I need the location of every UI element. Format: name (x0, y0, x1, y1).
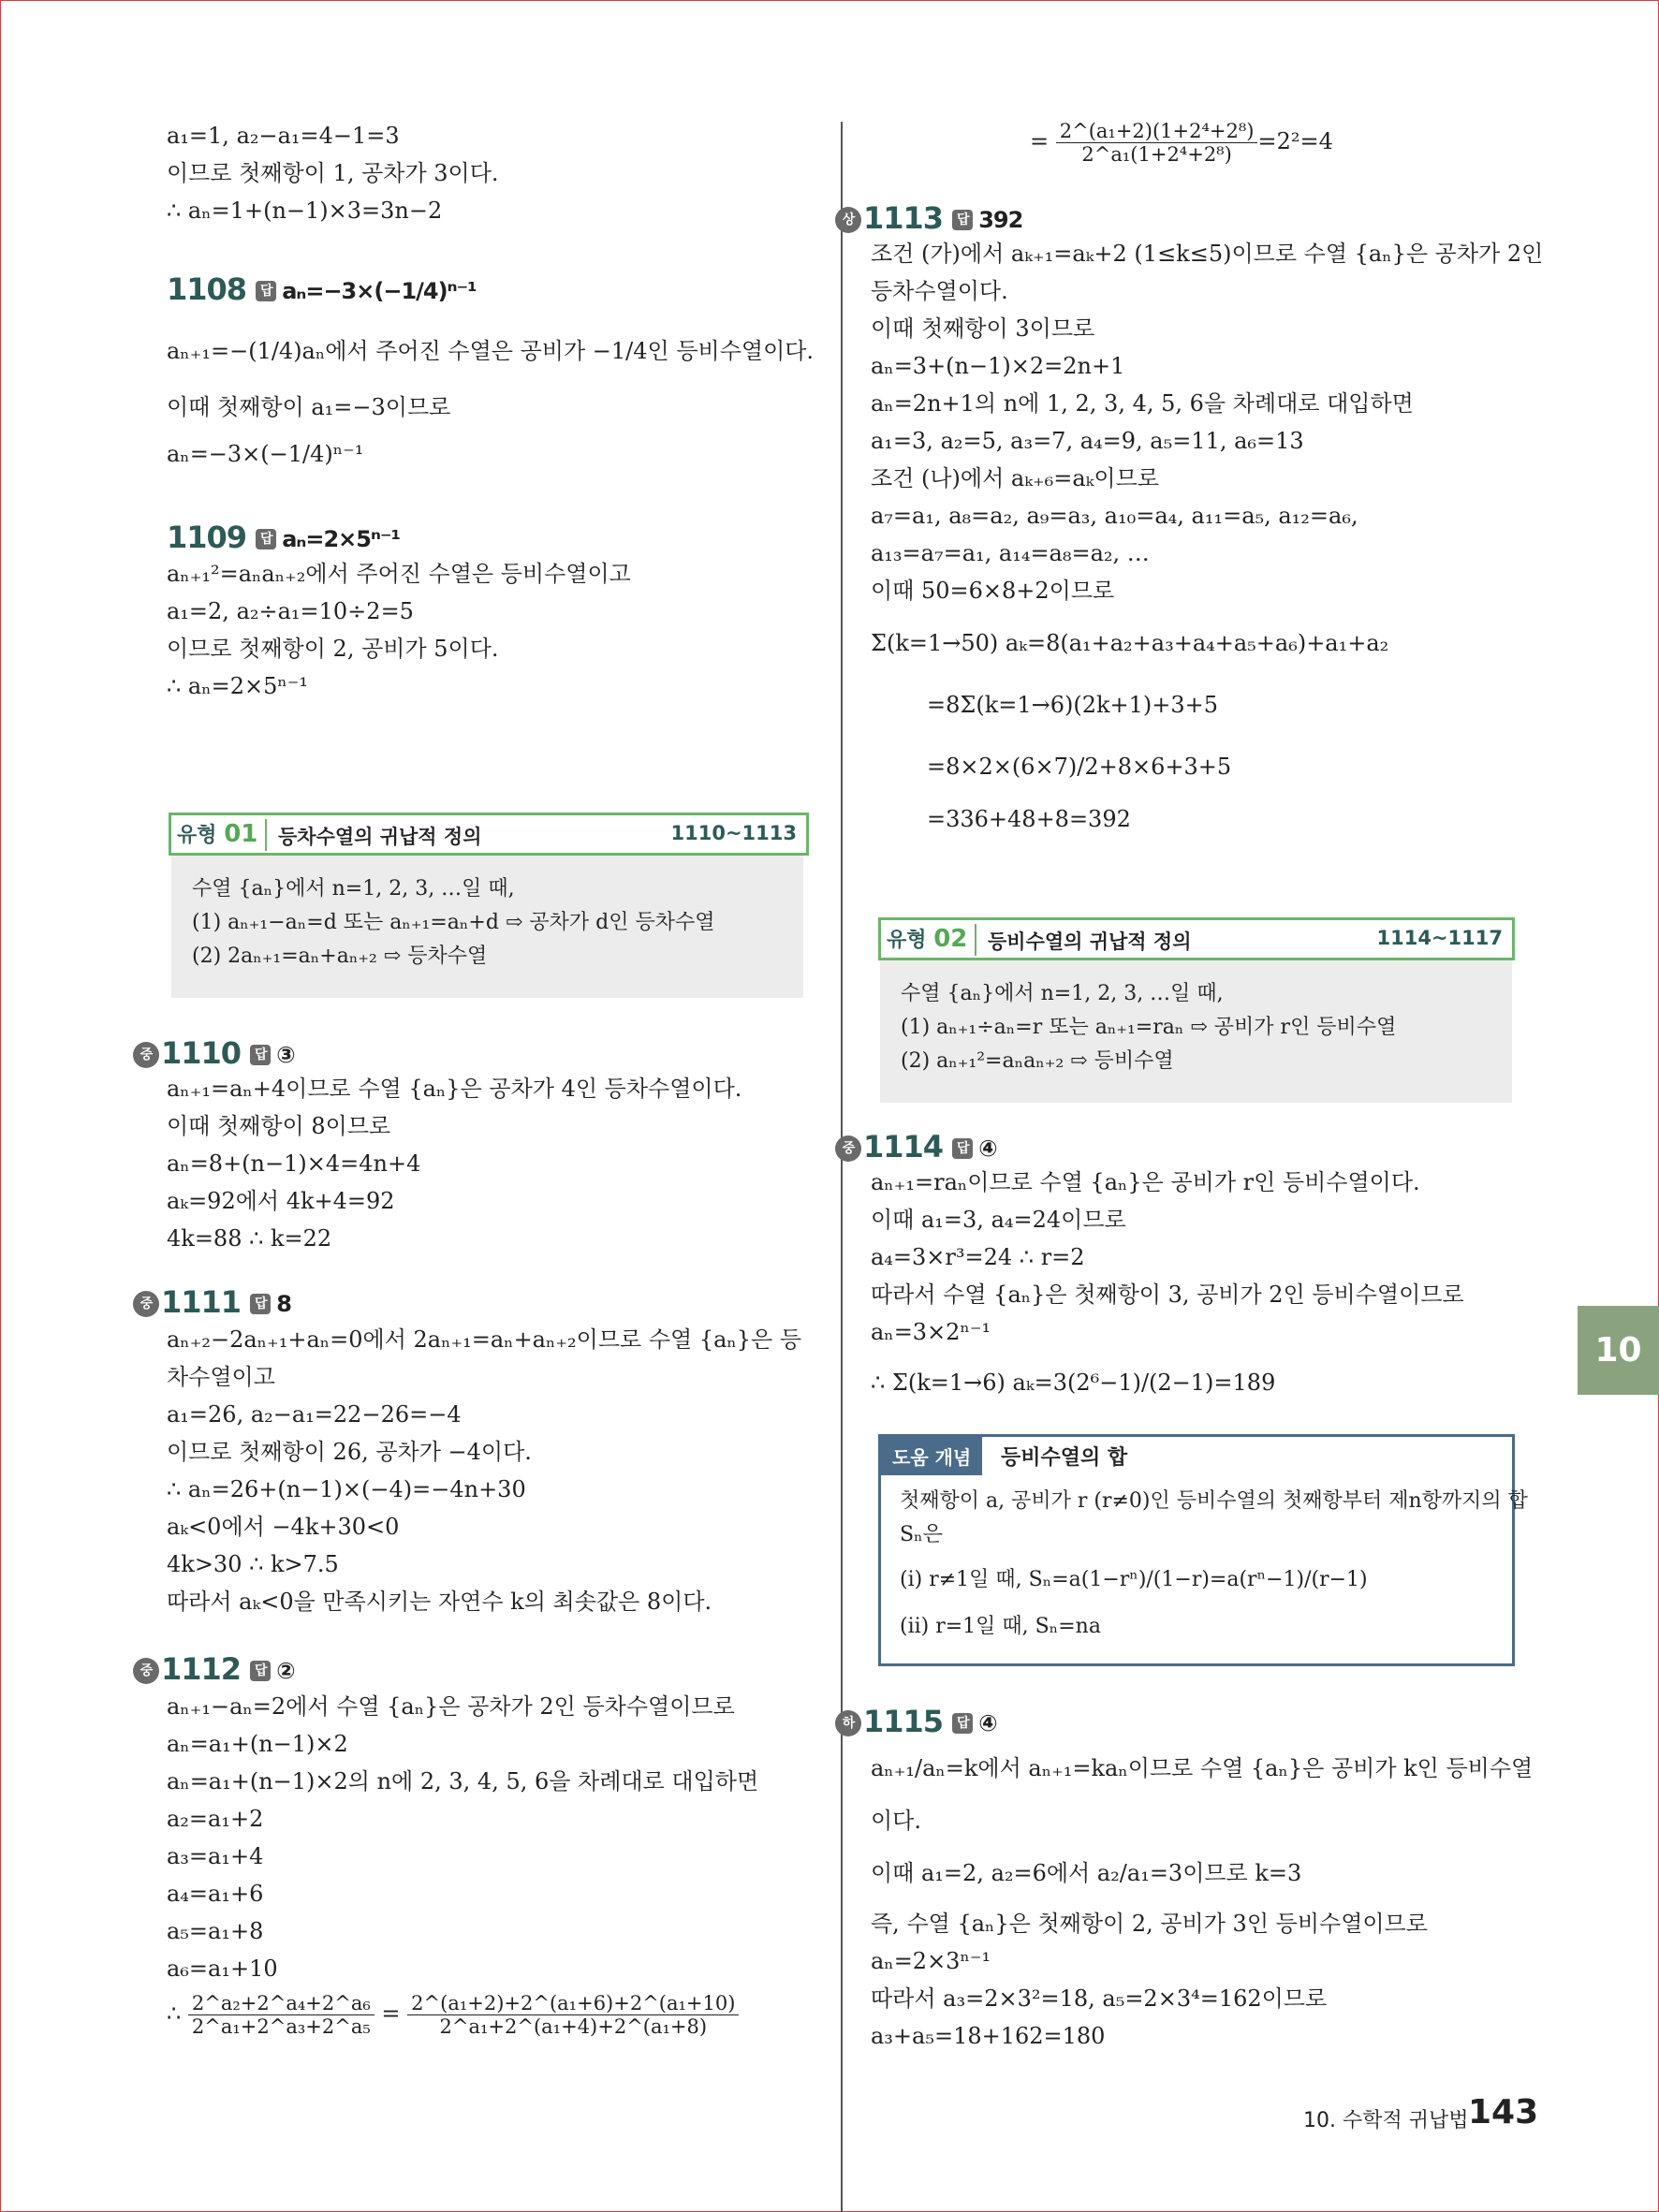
definition-line: (1) aₙ₊₁÷aₙ=r 또는 aₙ₊₁=raₙ ⇨ 공비가 r인 등비수열 (901, 1016, 1397, 1039)
text-line: a₃=a₁+4 (167, 1843, 264, 1869)
problem-number: 1113 (863, 200, 944, 236)
text-line: =336+48+8=392 (927, 806, 1131, 832)
type-title: 등차수열의 귀납적 정의 (278, 826, 482, 848)
text-line: ∴ aₙ=2×5ⁿ⁻¹ (167, 673, 309, 699)
text-line: aₙ=a₁+(n−1)×2의 n에 2, 3, 4, 5, 6을 차례대로 대입하면 (167, 1768, 759, 1795)
concept-tag: 도움 개념 (881, 1437, 982, 1475)
type-range: 1110~1113 (670, 822, 797, 844)
type-separator (265, 819, 267, 851)
level-badge-icon: 중 (133, 1658, 159, 1684)
definition-line: (2) 2aₙ₊₁=aₙ+aₙ₊₂ ⇨ 등차수열 (192, 945, 488, 968)
text-line: 이므로 첫째항이 1, 공차가 3이다. (167, 160, 499, 186)
text-line: a₄=a₁+6 (167, 1881, 264, 1907)
level-badge-icon: 중 (835, 1135, 861, 1162)
text-line: 이때 첫째항이 3이므로 (871, 315, 1095, 342)
footer-chapter-title: 10. 수학적 귀납법 (1303, 2109, 1469, 2132)
text-line: aₙ₊₁−aₙ=2에서 수열 {aₙ}은 공차가 2인 등차수열이므로 (167, 1693, 735, 1720)
problem-number: 1115 (863, 1704, 944, 1739)
text-line: 이때 50=6×8+2이므로 (871, 578, 1115, 604)
text-line: 따라서 수열 {aₙ}은 첫째항이 3, 공비가 2인 등비수열이므로 (871, 1282, 1464, 1308)
text-line: 등차수열이다. (871, 278, 1008, 304)
definition-line: (2) aₙ₊₁²=aₙaₙ₊₂ ⇨ 등비수열 (901, 1049, 1174, 1073)
text-line: aₙ=3×2ⁿ⁻¹ (871, 1319, 991, 1345)
level-badge-icon: 하 (835, 1710, 861, 1736)
text-line: ∴ aₙ=1+(n−1)×3=3n−2 (167, 198, 443, 224)
problem-number: 1112 (161, 1651, 242, 1687)
text-line: aₙ=2n+1의 n에 1, 2, 3, 4, 5, 6을 차례대로 대입하면 (871, 390, 1414, 417)
answer-badge-icon: 답 (250, 1045, 271, 1065)
definition-line: (1) aₙ₊₁−aₙ=d 또는 aₙ₊₁=aₙ+d ⇨ 공차가 d인 등차수열 (192, 911, 715, 934)
problem-number: 1108 (167, 271, 247, 307)
answer: aₙ=2×5ⁿ⁻¹ (282, 526, 401, 552)
text-line: 4k>30 ∴ k>7.5 (167, 1551, 339, 1577)
problem-1108-header (167, 271, 477, 307)
text-line: aₙ₊₁²=aₙaₙ₊₂에서 주어진 수열은 등비수열이고 (167, 561, 631, 587)
answer: 392 (978, 207, 1023, 233)
text-line: aₙ₊₁/aₙ=k에서 aₙ₊₁=kaₙ이므로 수열 {aₙ}은 공비가 k인 등비수열 (871, 1755, 1534, 1781)
definition-line: 수열 {aₙ}에서 n=1, 2, 3, …일 때, (901, 982, 1224, 1005)
text-line: 4k=88 ∴ k=22 (167, 1225, 332, 1252)
problem-1114-header (835, 1129, 997, 1165)
answer: aₙ=−3×(−1/4)ⁿ⁻¹ (282, 278, 477, 304)
problem-number: 1110 (161, 1035, 242, 1071)
column-divider (841, 122, 843, 2212)
problem-number: 1114 (863, 1129, 944, 1165)
text-line: a₁=1, a₂−a₁=4−1=3 (167, 123, 400, 149)
concept-title: 등비수열의 합 (1001, 1446, 1128, 1470)
problem-1109-header (167, 520, 400, 555)
text-line: a₇=a₁, a₈=a₂, a₉=a₃, a₁₀=a₄, a₁₁=a₅, a₁₂=a₆, (871, 503, 1358, 529)
problem-1112-header (133, 1651, 295, 1687)
text-line: 이때 a₁=2, a₂=6에서 a₂/a₁=3이므로 k=3 (871, 1860, 1302, 1886)
type-title: 등비수열의 귀납적 정의 (988, 930, 1192, 953)
type-range: 1114~1117 (1376, 927, 1503, 949)
text-line: aₙ=3+(n−1)×2=2n+1 (871, 353, 1125, 379)
type-separator (975, 924, 976, 956)
fraction: $\frac{\text{2\textasciicircum{}a₂+2\textasciicircum{}a₄+2\textasciicircum{}a₆}}{\text{2\textasciicircum{}a₁+2\textasciicircum{}a₃+2\textasciicircum{}a₅}}$ (188, 1992, 374, 2038)
text-line: =8Σ(k=1→6)(2k+1)+3+5 (927, 692, 1219, 718)
page-number: 143 (1468, 2093, 1539, 2131)
text-line: ∴ aₙ=26+(n−1)×(−4)=−4n+30 (167, 1476, 526, 1502)
text-line: 즉, 수열 {aₙ}은 첫째항이 2, 공비가 3인 등비수열이므로 (871, 1911, 1428, 1937)
text-line: 따라서 aₖ<0을 만족시키는 자연수 k의 최솟값은 8이다. (167, 1589, 712, 1615)
type-label: 유형 02 (887, 925, 968, 953)
text-line: 이다. (871, 1808, 921, 1834)
level-badge-icon: 중 (133, 1042, 159, 1068)
text-line: a₅=a₁+8 (167, 1918, 264, 1944)
text-line: =8×2×(6×7)/2+8×6+3+5 (927, 754, 1232, 780)
text-line: 이때 a₁=3, a₄=24이므로 (871, 1207, 1126, 1233)
answer: ④ (978, 1135, 997, 1162)
text-line: 이므로 첫째항이 26, 공차가 −4이다. (167, 1439, 532, 1465)
answer: ② (276, 1658, 295, 1684)
text-line: a₁=2, a₂÷a₁=10÷2=5 (167, 598, 414, 624)
problem-1110-header (133, 1035, 295, 1071)
text-line: 이때 첫째항이 8이므로 (167, 1113, 391, 1139)
problem-number: 1111 (161, 1284, 242, 1320)
text-line: aₙ₊₁=raₙ이므로 수열 {aₙ}은 공비가 r인 등비수열이다. (871, 1169, 1420, 1195)
type-label: 유형 01 (177, 820, 258, 848)
fraction: $\frac{\text{2\textasciicircum{}(a₁+2)+2\textasciicircum{}(a₁+6)+2\textasciicircum{}(a₁+10)}}{\text{2\textasciicircum{}a₁+2\textasciicircum{}(a₁+4)+2\textasciicircum{}(a₁+8)}}$ (407, 1992, 739, 2038)
text-line: 조건 (나)에서 aₖ₊₆=aₖ이므로 (871, 465, 1159, 491)
concept-line: (ii) r=1일 때, Sₙ=na (900, 1615, 1101, 1638)
problem-1113-header (835, 200, 1022, 236)
chapter-side-tab: 10 (1578, 1306, 1659, 1395)
text-line: a₆=a₁+10 (167, 1956, 278, 1982)
answer-badge-icon: 답 (256, 529, 276, 549)
text-line: aₙ₊₂−2aₙ₊₁+aₙ=0에서 2aₙ₊₁=aₙ+aₙ₊₂이므로 수열 {aₙ}은 등 (167, 1326, 802, 1353)
text-line: a₁=26, a₂−a₁=22−26=−4 (167, 1401, 462, 1428)
level-badge-icon: 중 (133, 1291, 159, 1317)
concept-line: (i) r≠1일 때, Sₙ=a(1−rⁿ)/(1−r)=a(rⁿ−1)/(r−1) (900, 1568, 1368, 1591)
text-line: 이때 첫째항이 a₁=−3이므로 (167, 394, 451, 420)
answer-badge-icon: 답 (250, 1661, 271, 1681)
text-line: aₙ=a₁+(n−1)×2 (167, 1731, 348, 1757)
text-line: aₙ=−3×(−1/4)ⁿ⁻¹ (167, 441, 364, 467)
answer-badge-icon: 답 (256, 281, 276, 301)
level-badge-icon: 상 (835, 207, 861, 233)
fraction: $\frac{\text{2\textasciicircum{}(a₁+2)(1+2⁴+2⁸)}}{\text{2\textasciicircum{}a₁(1+2⁴+2⁸)}}$ (1056, 120, 1258, 166)
text-line: a₄=3×r³=24 ∴ r=2 (871, 1244, 1085, 1270)
text-line: Σ(k=1→50) aₖ=8(a₁+a₂+a₃+a₄+a₅+a₆)+a₁+a₂ (871, 630, 1389, 656)
answer-badge-icon: 답 (952, 1138, 973, 1159)
text-line: a₁=3, a₂=5, a₃=7, a₄=9, a₅=11, a₆=13 (871, 428, 1304, 454)
text-line: a₃+a₅=18+162=180 (871, 2023, 1106, 2049)
fraction-equation: ∴ $\frac{\text{2\textasciicircum{}a₂+2\textasciicircum{}a₄+2\textasciicircum{}a₆}}{\text{2\textasciicircum{}a₁+2\textasciicircum{}a₃+2\textasciicircum{}a₅}}$ = $\frac{\text{2\textasciicircum{}(a₁+2)+2\textasciicircum{}(a₁+6)+2\textasciicircum{}(a₁+10)}}{\text{2\textasciicircum{}a₁+2\textasciicircum{}(a₁+4)+2\textasciicircum{}(a₁+8)}}$ (167, 1992, 739, 2038)
problem-1111-header (133, 1284, 291, 1320)
answer-badge-icon: 답 (952, 1713, 973, 1734)
text-line: aₙ=8+(n−1)×4=4n+4 (167, 1150, 421, 1177)
text-line: aₙ₊₁=aₙ+4이므로 수열 {aₙ}은 공차가 4인 등차수열이다. (167, 1076, 742, 1102)
answer-badge-icon: 답 (952, 210, 973, 230)
answer: ④ (978, 1710, 997, 1736)
text-line: a₁₃=a₇=a₁, a₁₄=a₈=a₂, … (871, 540, 1150, 566)
fraction-equation: = $\frac{\text{2\textasciicircum{}(a₁+2)(1+2⁴+2⁸)}}{\text{2\textasciicircum{}a₁(1+2⁴+2⁸)}}$ =2²=4 (1030, 120, 1333, 166)
text-line: aₖ<0에서 −4k+30<0 (167, 1514, 400, 1540)
problem-1115-header (835, 1704, 997, 1739)
text-line: ∴ Σ(k=1→6) aₖ=3(2⁶−1)/(2−1)=189 (871, 1370, 1276, 1396)
answer-badge-icon: 답 (250, 1294, 271, 1314)
concept-line: Sₙ은 (900, 1523, 943, 1546)
text-line: aₙ=2×3ⁿ⁻¹ (871, 1948, 991, 1974)
text-line: 차수열이고 (167, 1364, 275, 1390)
text-line: 따라서 a₃=2×3²=18, a₅=2×3⁴=162이므로 (871, 1985, 1328, 2012)
text-line: 이므로 첫째항이 2, 공비가 5이다. (167, 636, 499, 662)
concept-line: 첫째항이 a, 공비가 r (r≠0)인 등비수열의 첫째항부터 제n항까지의 합 (900, 1489, 1528, 1513)
definition-line: 수열 {aₙ}에서 n=1, 2, 3, …일 때, (192, 877, 515, 901)
answer: 8 (276, 1291, 291, 1317)
text-line: 조건 (가)에서 aₖ₊₁=aₖ+2 (1≤k≤5)이므로 수열 {aₙ}은 공차가 2인 (871, 241, 1544, 267)
concept-box (878, 1434, 1528, 1666)
answer: ③ (276, 1042, 295, 1068)
text-line: aₙ₊₁=−(1/4)aₙ에서 주어진 수열은 공비가 −1/4인 등비수열이다. (167, 338, 815, 364)
text-line: a₂=a₁+2 (167, 1806, 264, 1832)
type02-definition (880, 960, 1512, 1103)
type01-definition (171, 856, 803, 998)
problem-number: 1109 (167, 520, 247, 555)
type02-header (878, 917, 1515, 960)
text-line: aₖ=92에서 4k+4=92 (167, 1188, 395, 1214)
type01-header (169, 813, 809, 856)
